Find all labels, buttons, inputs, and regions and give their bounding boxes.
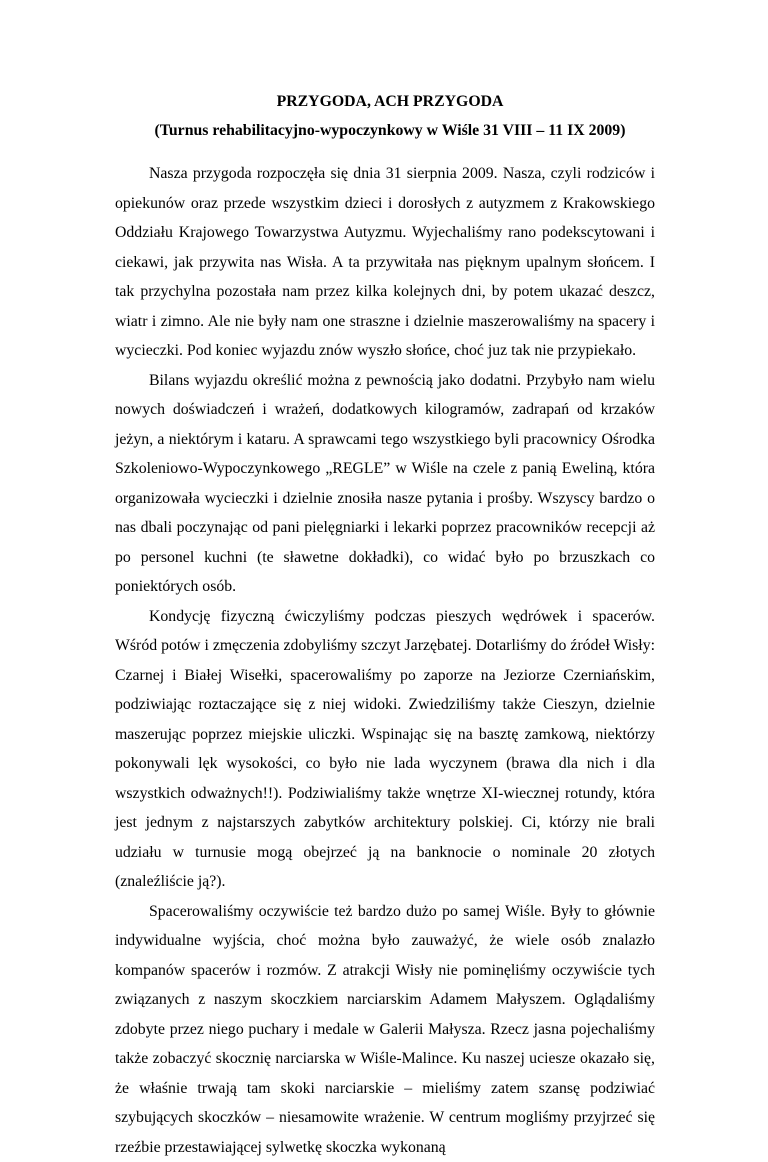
document-subtitle: (Turnus rehabilitacyjno-wypoczynkowy w Wiśle 31 VIII – 11 IX 2009) xyxy=(12,116,768,145)
document-title: PRZYGODA, ACH PRZYGODA xyxy=(12,87,768,116)
paragraph: Nasza przygoda rozpoczęła się dnia 31 sierpnia 2009. Nasza, czyli rodziców i opiekunów oraz przede wszystkim dzieci i dorosłych z autyzmem z Krakowskiego Oddziału Krajowego Towarzystwa Autyzmu. Wyjechaliśmy rano podekscytowani i ciekawi, jak przywita nas Wisła. A ta przywitała nas pięknym upalnym słońcem. I tak przychylna pozostała nam przez kilka kolejnych dni, by potem ukazać deszcz, wiatr i zimno. Ale nie były nam one straszne i dzielnie maszerowaliśmy na spacery i wycieczki. Pod koniec wyjazdu znów wyszło słońce, choć juz tak nie przypiekało. xyxy=(115,159,655,366)
paragraph: Bilans wyjazdu określić można z pewnością jako dodatni. Przybyło nam wielu nowych doświadczeń i wrażeń, dodatkowych kilogramów, zadrapań od krzaków jeżyn, a niektórym i kataru. A sprawcami tego wszystkiego byli pracownicy Ośrodka Szkoleniowo-Wypoczynkowego „REGLE” w Wiśle na czele z panią Eweliną, która organizowała wycieczki i dzielnie znosiła nasze pytania i prośby. Wszyscy bardzo o nas dbali poczynając od pani pielęgniarki i lekarki poprzez pracowników recepcji aż po personel kuchni (te sławetne dokładki), co widać było po brzuszkach co poniektórych osób. xyxy=(115,366,655,602)
title-block xyxy=(0,87,768,145)
paragraph: Kondycję fizyczną ćwiczyliśmy podczas pieszych wędrówek i spacerów. Wśród potów i zmęczenia zdobyliśmy szczyt Jarzębatej. Dotarliśmy do źródeł Wisły: Czarnej i Białej Wisełki, spacerowaliśmy po zaporze na Jeziorze Czerniańskim, podziwiając roztaczające się z niej widoki. Zwiedziliśmy także Cieszyn, dzielnie maszerując poprzez miejskie uliczki. Wspinając się na basztę zamkową, niektórzy pokonywali lęk wysokości, co było nie lada wyczynem (brawa dla nich i dla wszystkich odważnych!!). Podziwialiśmy także wnętrze XI-wiecznej rotundy, która jest jednym z najstarszych zabytków architektury polskiej. Ci, którzy nie brali udziału w turnusie mogą obejrzeć ją na banknocie o nominale 20 złotych (znaleźliście ją?). xyxy=(115,602,655,897)
document-body xyxy=(115,159,655,1162)
paragraph: Spacerowaliśmy oczywiście też bardzo dużo po samej Wiśle. Były to głównie indywidualne wyjścia, choć można było zauważyć, że wiele osób znalazło kompanów spacerów i rozmów. Z atrakcji Wisły nie pominęliśmy oczywiście tych związanych z naszym skoczkiem narciarskim Adamem Małyszem. Oglądaliśmy zdobyte przez niego puchary i medale w Galerii Małysza. Rzecz jasna pojechaliśmy także zobaczyć skocznię narciarska w Wiśle-Malince. Ku naszej uciesze okazało się, że właśnie trwają tam skoki narciarskie – mieliśmy zatem szansę podziwiać szybujących skoczków – niesamowite wrażenie. W centrum mogliśmy przyjrzeć się rzeźbie przestawiającej sylwetkę skoczka wykonaną xyxy=(115,897,655,1162)
